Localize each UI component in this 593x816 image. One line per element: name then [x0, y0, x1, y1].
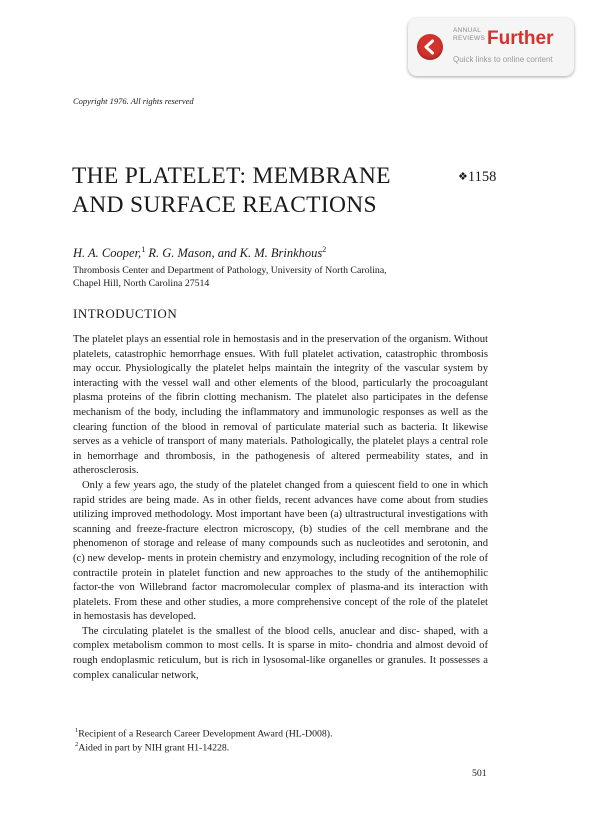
footnote-1-text: Recipient of a Research Career Development Award (HL-D008). [78, 728, 333, 740]
article-body [73, 333, 488, 683]
article-title [72, 162, 391, 220]
paragraph-3: The circulating platelet is the smallest of the blood cells, anuclear and disc- shaped, with a complex metabolism common to most cells. It is sparse in mito- chondria and almost devoid of rough endoplasmic reticulum, but is rich in lysosomal-like organelles or granules. It possesses a complex canalicular network, [73, 625, 488, 681]
footnote-2-mark: 2 [75, 741, 79, 748]
author-2-footnote-mark: 2 [322, 245, 327, 254]
title-line-1: THE PLATELET: MEMBRANE [72, 163, 391, 189]
author-2: R. G. Mason, and K. M. Brinkhous [148, 246, 323, 261]
copyright-notice: Copyright 1976. All rights reserved [73, 96, 194, 106]
title-line-2: AND SURFACE REACTIONS [72, 192, 377, 218]
footnote-2 [75, 741, 229, 753]
page-number: 501 [472, 768, 487, 779]
diamond-icon: ❖ [458, 171, 468, 183]
author-1: H. A. Cooper, [73, 246, 142, 261]
arrow-left-icon [417, 34, 443, 60]
badge-subtitle: Quick links to online content [453, 55, 553, 64]
badge-annual: ANNUAL [453, 27, 482, 34]
affiliation-line-2: Chapel Hill, North Carolina 27514 [73, 278, 210, 289]
badge-further-text: Further [487, 28, 554, 49]
paragraph-1: The platelet plays an essential role in hemostasis and in the preservation of the organism. Without platelets, catastrophic hemorrhage ensues. With full platelet activation, catastrophic thrombosis may occur. Physiologically the platelet helps maintain the integrity of the vascular system by interacting with the vessel wall and other elements of the blood, particularly the procoagulant plasma proteins of the fibrin clotting mechanism. The platelet also participates in the defense mechanism of the body, including the inflammatory and immunologic responses as well as the clearing function of the blood in removal of particulate material such as bacteria. It likewise serves as a vehicle of transport of many materials. Pathologically, the platelet plays a central role in hemorrhage and thrombosis, in the pathogenesis of altered permeability states, and in atherosclerosis. [73, 334, 488, 477]
author-list [73, 245, 326, 261]
paragraph-2: Only a few years ago, the study of the platelet changed from a quiescent field to one in which rapid strides are being made. As in other fields, recent advances have come about from studies utilizing improved methodology. Most important have been (a) ultrastructural investigations with scanning and freeze-fracture electron microscopy, (b) studies of the cell membrane and the phenomenon of storage and release of many compounds such as nucleotides and serotonin, and (c) new develop- ments in protein chemistry and enzymology, including recognition of the role of contractile protein in platelet function and new approaches to the study of the antihemophilic factor-the von Willebrand factor macromolecular complex of plasma-and its interaction with platelets. From these and other studies, a more comprehensive concept of the role of the platelet in hemostasis has developed. [73, 479, 488, 623]
affiliation [73, 264, 387, 290]
author-1-footnote-mark: 1 [141, 245, 146, 254]
footnote-1-mark: 1 [75, 727, 79, 734]
reference-value: 1158 [467, 169, 497, 185]
further-badge[interactable] [408, 18, 574, 76]
section-heading: INTRODUCTION [73, 306, 178, 321]
affiliation-line-1: Thrombosis Center and Department of Pathology, University of North Carolina, [73, 265, 387, 276]
badge-reviews: REVIEWS [453, 35, 486, 42]
footnote-1 [75, 727, 333, 739]
footnote-2-text: Aided in part by NIH grant H1-14228. [78, 742, 230, 754]
reference-number [458, 169, 496, 186]
